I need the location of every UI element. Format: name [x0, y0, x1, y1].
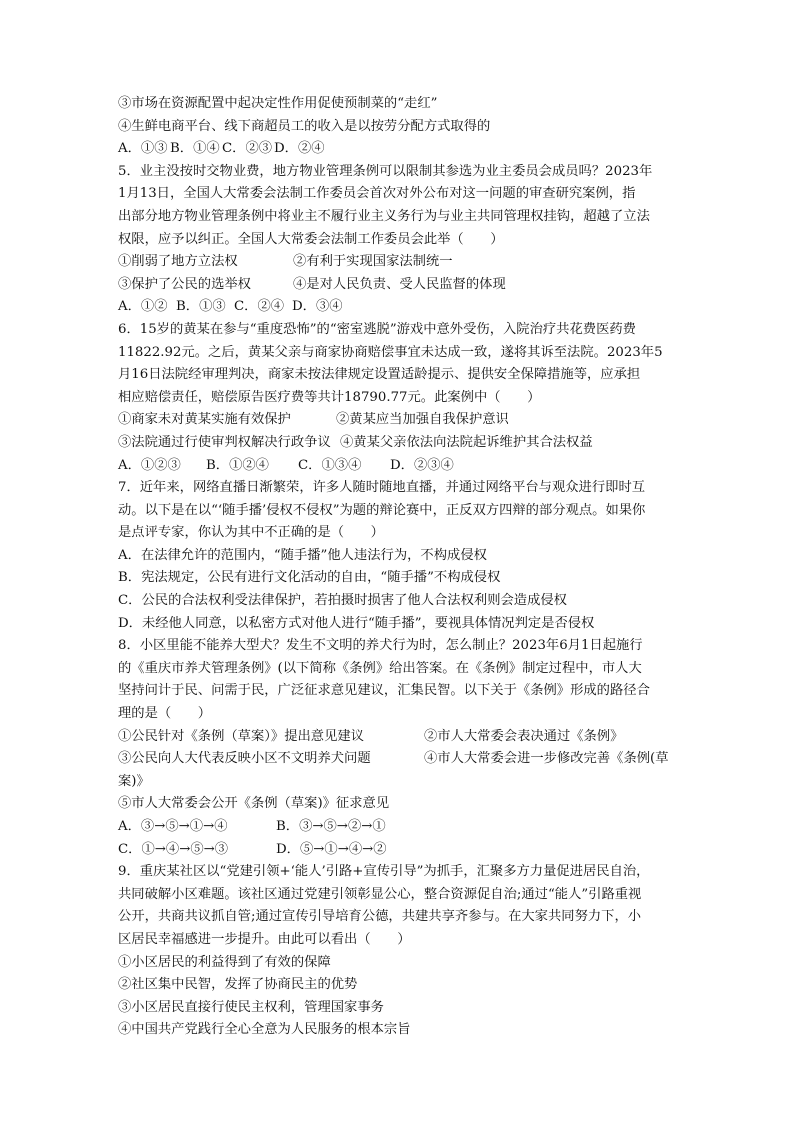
q9-stem-4: 区居民幸福感进一步提升。由此可以看出（ ）	[118, 931, 411, 947]
q6-option-b[interactable]: B．①②④	[206, 457, 269, 473]
q5-stem-2: 1月13日，全国人大常委会法制工作委员会首次对外公布对这一问题的审查研究案例，指	[118, 186, 636, 202]
q6-item-1: ①商家未对黄某实施有效保护	[118, 412, 291, 428]
q6-option-d[interactable]: D．②③④	[390, 457, 454, 473]
q5-stem-4: 权限，应予以纠正。全国人大常委会法制工作委员会此举（ ）	[118, 231, 504, 247]
q8-option-b[interactable]: B．③→⑤→②→①	[276, 819, 386, 834]
q7-choice-b[interactable]: B．宪法规定，公民有进行文化活动的自由，“随手播”不构成侵权	[118, 570, 501, 586]
q6-item-2: ②黄某应当加强自我保护意识	[336, 412, 509, 428]
q5-item-2: ②有利于实现国家法制统一	[293, 254, 453, 270]
q8-stem-3: 坚持问计于民、问需于民，广泛征求意见建议，汇集民智。以下关于《条例》形成的路径合	[118, 683, 650, 699]
q6-stem-3: 月16日法院经审理判决，商家未按法律规定设置适龄提示、提供安全保障措施等，应承担	[118, 367, 641, 383]
q8-item-4: ④市人大常委会进一步修改完善《条例(草	[424, 751, 669, 767]
q7-choice-a[interactable]: A．在法律允许的范围内，“随手播”他人违法行为，不构成侵权	[118, 547, 487, 563]
q8-item-2: ②市人大常委会表决通过《条例》	[424, 728, 624, 744]
q9-item-3: ③小区居民直接行使民主权利，管理国家事务	[118, 999, 384, 1015]
q8-stem-2: 的《重庆市养犬管理条例》(以下简称《条例》给出答案。在《条例》制定过程中，市人大	[118, 660, 642, 676]
statement-4: ④生鲜电商平台、线下商超员工的收入是以按劳分配方式取得的	[118, 118, 491, 134]
q7-stem-2: 动。以下是在以“‘随手播’侵权不侵权”为题的辩论赛中，正反双方四辩的部分观点。如果你	[118, 502, 646, 518]
q6-stem-4: 相应赔偿责任，赔偿原告医疗费等共计18790.77元。此案例中（ ）	[118, 389, 541, 405]
q9-item-4: ④中国共产党践行全心全意为人民服务的根本宗旨	[118, 1022, 411, 1038]
q8-options-row1	[118, 816, 684, 839]
q7-choice-d[interactable]: D．未经他人同意，以私密方式对他人进行“随手播”，要视具体情况判定是否侵权	[118, 615, 595, 631]
q8-option-d[interactable]: D．⑤→①→④→②	[276, 841, 387, 857]
q7-stem-1: 7．近年来，网络直播日渐繁荣，许多人随时随地直播，并通过网络平台与观众进行即时互	[118, 480, 646, 496]
q5-item-1: ①削弱了地方立法权	[118, 254, 238, 270]
q5-items-row1	[118, 251, 684, 274]
q5-items-row2	[118, 274, 684, 297]
exam-page	[118, 93, 684, 1042]
q8-stem-1: 8．小区里能不能养大型犬？发生不文明的养犬行为时，怎么制止？2023年6月1日起施行	[118, 638, 643, 654]
q5-item-4: ④是对人民负责、受人民监督的体现	[293, 276, 506, 292]
q8-items-row1	[118, 726, 684, 749]
q4-option-c[interactable]: C．②③	[222, 141, 273, 157]
q5-option-d[interactable]: D．③④	[292, 299, 343, 315]
q6-item-3: ③法院通过行使审判权解决行政争议	[118, 434, 331, 450]
q6-items-row1	[118, 409, 684, 432]
q6-items-row2	[118, 432, 684, 455]
q6-stem-1: 6．15岁的黄某在参与“重度恐怖”的“密室逃脱”游戏中意外受伤，入院治疗共花费医药费	[118, 321, 636, 337]
q7-choice-c[interactable]: C．公民的合法权利受法律保护，若拍摄时损害了他人合法权利则会造成侵权	[118, 593, 567, 609]
q6-options	[118, 455, 684, 478]
q8-option-c[interactable]: C．①→④→⑤→③	[118, 841, 229, 857]
q9-stem-3: 公开，共商共议抓自管;通过宣传引导培育公德，共建共享齐参与。在大家共同努力下，小	[118, 909, 642, 925]
statement-3: ③市场在资源配置中起决定性作用促使预制菜的“走红”	[118, 96, 438, 111]
q8-options-row2	[118, 839, 684, 862]
q9-item-2: ②社区集中民智，发挥了协商民主的优势	[118, 977, 358, 993]
q8-stem-4: 理的是（ ）	[118, 706, 212, 722]
q5-option-b[interactable]: B．①③	[176, 299, 226, 315]
q8-item-1: ①公民针对《条例（草案）》提出意见建议	[118, 728, 364, 744]
q8-item-4-cont: 案)》	[118, 773, 150, 789]
q5-stem-1: 5．业主没按时交物业费，地方物业管理条例可以限制其参选为业主委员会成员吗？2023年	[118, 163, 653, 179]
q8-option-a[interactable]: A．③→⑤→①→④	[118, 819, 228, 834]
q9-item-1: ①小区居民的利益得到了有效的保障	[118, 954, 331, 970]
q5-stem-3: 出部分地方物业管理条例中将业主不履行业主义务行为与业主共同管理权挂钩，超越了立法	[118, 208, 650, 224]
q8-item-3: ③公民向人大代表反映小区不文明养犬问题	[118, 751, 371, 767]
q6-stem-2: 11822.92元。之后，黄某父亲与商家协商赔偿事宜未达成一致，遂将其诉至法院。2023年5	[118, 344, 663, 360]
q8-items-row2	[118, 748, 684, 771]
q4-options	[118, 138, 684, 161]
q6-option-c[interactable]: C．①③④	[298, 457, 362, 473]
q6-item-4: ④黄某父亲依法向法院起诉维护其合法权益	[340, 434, 593, 450]
q4-option-d[interactable]: D．②④	[274, 141, 325, 157]
q5-option-c[interactable]: C．②④	[234, 299, 285, 315]
q4-option-a[interactable]: A．①③	[118, 141, 168, 157]
q5-item-3: ③保护了公民的选举权	[118, 276, 251, 292]
q6-option-a[interactable]: A．①②③	[118, 457, 181, 473]
q5-options	[118, 296, 684, 319]
q5-option-a[interactable]: A．①②	[118, 299, 168, 315]
q4-option-b[interactable]: B．①④	[170, 141, 220, 157]
q9-stem-1: 9．重庆某社区以“党建引领+‘能人’引路+宣传引导”为抓手，汇聚多方力量促进居民自治，	[118, 864, 650, 880]
q8-item-5: ⑤市人大常委会公开《条例（草案)》征求意见	[118, 796, 390, 812]
q9-stem-2: 共同破解小区难题。该社区通过党建引领彰显公心，整合资源促自治;通过“能人”引路重视	[118, 886, 642, 902]
q7-stem-3: 是点评专家，你认为其中不正确的是（ ）	[118, 525, 384, 541]
